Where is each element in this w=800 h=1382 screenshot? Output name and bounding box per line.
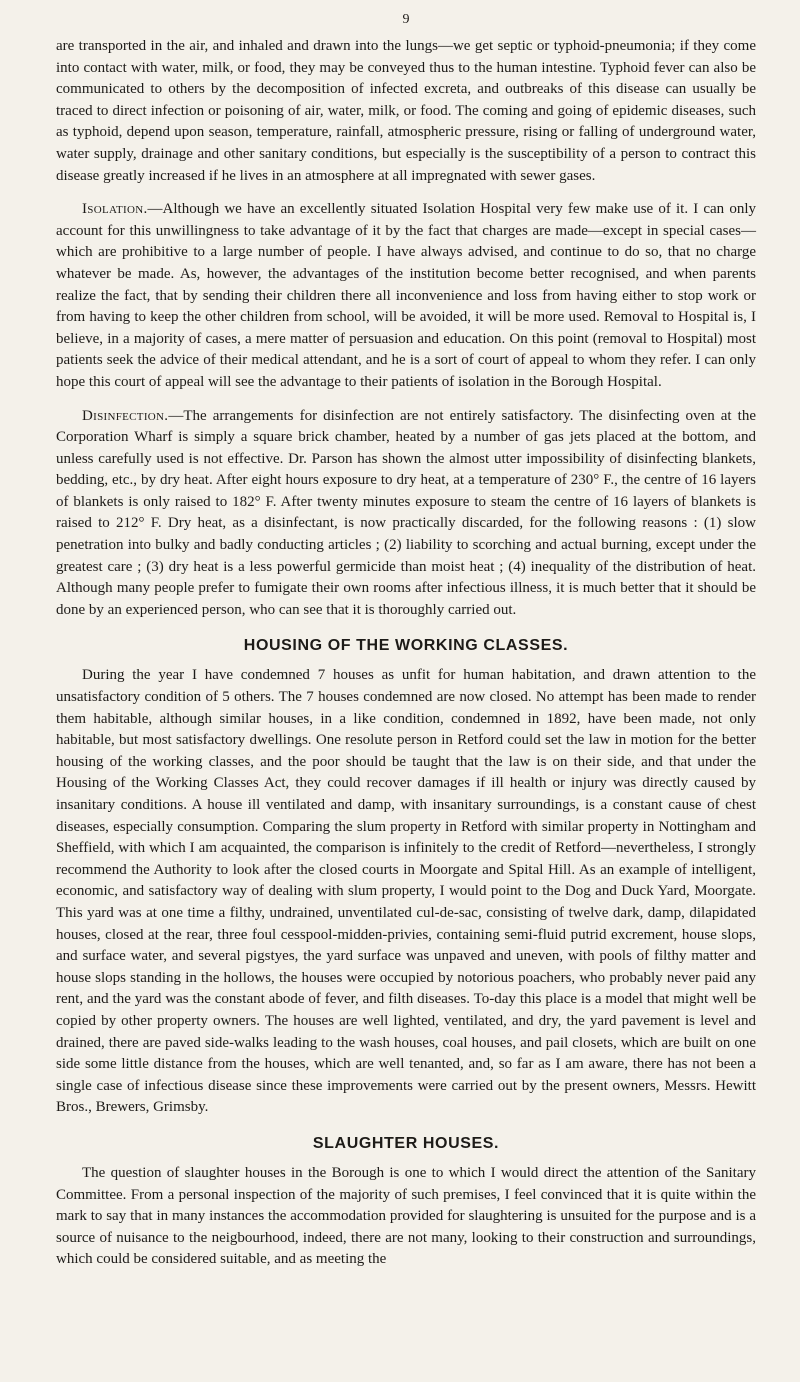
housing-heading: HOUSING OF THE WORKING CLASSES. bbox=[243, 637, 569, 655]
isolation-paragraph bbox=[56, 199, 756, 393]
isolation-text: —Although we have an excellently situated Isolation Hospital very few make use of it. I can only account for this unwillingness to take advantage of it by the fact that charges are made—except in special cases—which are prohibitive to a large number of people. I have always advised, and continue to do so, that no charge whatever be made. As, however, the advantages of the institution become better recognised, and when parents realize the fact, that by sending their children there all inconvenience and loss from having either to stop work or from having to keep the other children from school, will be avoided, it will be more used. Removal to Hospital is, I believe, in a majority of cases, a mere matter of persuasion and education. On this point (removal to Hospital) most patients seek the advice of their medical attendant, and he is a sort of court of appeal to whom they refer. I can only hope this court of appeal will see the advantage to their patients of isolation in the Borough Hospital. bbox=[56, 201, 756, 390]
housing-paragraph: During the year I have condemned 7 houses as unfit for human habitation, and drawn attention to the unsatisfactory condition of 5 others. The 7 houses condemned are now closed. No attempt has been made to render them habitable, although similar houses, in a like condition, condemned in 1892, have been made, not only habitable, but most satisfactory dwellings. One resolute person in Retford could set the law in motion for the better housing of the working classes, and the poor should be taught that the law is on their side, and that under the Housing of the Working Classes Act, they could recover damages if ill health or injury was directly caused by insanitary conditions. A house ill ventilated and damp, with insanitary surroundings, is a constant cause of chest diseases, especially consumption. Comparing the slum property in Retford with similar property in Nottingham and Sheffield, with which I am acquainted, the comparison is infinitely to the credit of Retford—nevertheless, I strongly recommend the Authority to look after the closed courts in Moorgate and Spital Hill. As an example of intelligent, economic, and satisfactory way of dealing with slum property, I would point to the Dog and Duck Yard, Moorgate. This yard was at one time a filthy, undrained, unventilated cul-de-sac, consisting of twelve dark, damp, dilapidated houses, closed at the rear, three foul cesspool-midden-privies, containing semi-fluid putrid excrement, house slops, and surface water, and several pigstyes, the yard surface was unpaved and uneven, with pools of filthy matter and house slops standing in the hollows, the houses were occupied by notorious poachers, who probably never paid any rent, and the yard was the constant abode of fever, and filth diseases. To-day this place is a model that might well be copied by other property owners. The houses are well lighted, ventilated, and dry, the yard pavement is level and drained, there are paved side-walks leading to the wash houses, coal houses, and pail closets, which are built on one side some little distance from the houses, which are well tenanted, and, so far as I am aware, there has not been a single case of infectious disease since these improvements were carried out by the present owners, Messrs. Hewitt Bros., Brewers, Grimsby. bbox=[56, 667, 756, 1116]
slaughter-heading: SLAUGHTER HOUSES. bbox=[312, 1134, 500, 1152]
page-number: 9 bbox=[402, 12, 410, 27]
slaughter-paragraph: The question of slaughter houses in the Borough is one to which I would direct the attention of the Sanitary Committee. From a personal inspection of the majority of such premises, I feel convinced that it is quite within the mark to say that in many instances the accommodation provided for slaughtering is unsuited for the purpose and is a source of nuisance to the neigbourhood, indeed, there are not many, looking to their construction and surroundings, which could be considered suitable, and as meeting the bbox=[56, 1164, 756, 1268]
disinfection-text: —The arrangements for disinfection are not entirely satisfactory. The disinfecting oven at the Corporation Wharf is simply a square brick chamber, heated by a number of gas jets placed at the bottom, and unless carefully used is not effective. Dr. Parson has shown the almost utter impossibility of disinfecting blankets, bedding, etc., by dry heat. After eight hours exposure to dry heat, at a temperature of 230° F., the centre of 16 layers of blankets is only raised to 182° F. After twenty minutes exposure to steam the centre of 16 layers of blankets is raised to 212° F. Dry heat, as a disinfectant, is now practically discarded, for the following reasons : (1) slow penetration into bulky and badly conducting articles ; (2) liability to scorching and actual burning, except under the greatest care ; (3) dry heat is a less powerful germicide than moist heat ; (4) inequality of the distribution of heat. Although many people prefer to fumigate their own rooms after infectious illness, it is much better that it should be done by an experienced person, who can see that it is thoroughly carried out. bbox=[56, 407, 756, 618]
disinfection-paragraph bbox=[56, 406, 756, 622]
disinfection-heading: Disinfection. bbox=[82, 407, 169, 424]
isolation-heading: Isolation. bbox=[82, 201, 148, 218]
opening-paragraph: are transported in the air, and inhaled and drawn into the lungs—we get septic or typhoid-pneumonia; if they come into contact with water, milk, or food, they may be conveyed thus to the human intestine. Typhoid fever can also be communicated to others by the decomposition of infected excreta, and outbreaks of this disease can usually be traced to direct infection or poisoning of air, water, milk, or food. The coming and going of epidemic diseases, such as typhoid, depend upon season, temperature, rainfall, atmospheric pressure, rising or falling of underground water, water supply, drainage and other sanitary conditions, but especially is the susceptibility of a person to contract this disease greatly increased if he lives in an atmosphere at all impregnated with sewer gases. bbox=[56, 38, 756, 184]
